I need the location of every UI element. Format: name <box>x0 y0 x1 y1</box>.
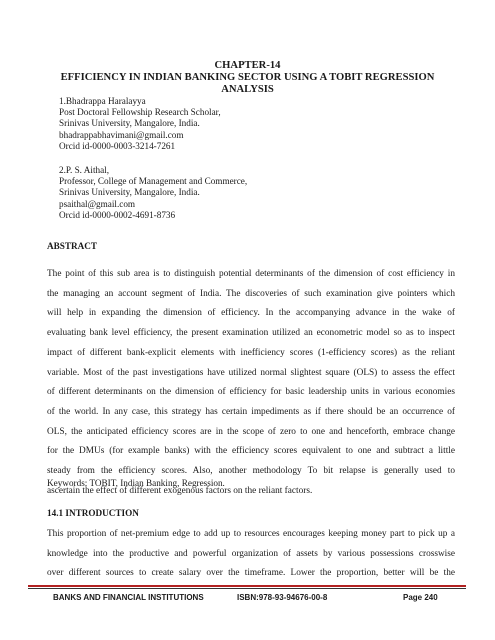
abstract-line: variable. Most of the past investigations have utilized normal slightest square (OLS) to assess the effect <box>47 367 455 378</box>
author-email: psaithal@gmail.com <box>59 198 136 209</box>
abstract-line: evaluating bank level efficiency, the present examination utilized an econometric model so as to inspect <box>47 328 455 339</box>
chapter-title-line-2: ANALYSIS <box>221 84 274 95</box>
author-block-1 <box>59 96 439 152</box>
footer-rule-dark <box>28 588 466 589</box>
author-email: bhadrappabhavimani@gmail.com <box>59 129 184 140</box>
abstract-line: the managing an account segment of India. The discoveries of such examination give pointers which <box>47 288 455 299</box>
footer-book-title: BANKS AND FINANCIAL INSTITUTIONS <box>53 593 204 602</box>
author-name: 1.Bhadrappa Haralayya <box>59 96 146 106</box>
chapter-title-line-1: EFFICIENCY IN INDIAN BANKING SECTOR USING A TOBIT REGRESSION <box>60 72 435 83</box>
author-affiliation: Srinivas University, Mangalore, India. <box>59 187 200 198</box>
author-orcid: Orcid id-0000-0003-3214-7261 <box>59 140 176 151</box>
footer-rule-red <box>28 585 466 587</box>
keywords: Keywords: TOBIT, Indian Banking, Regression. <box>47 478 225 488</box>
abstract-line: The point of this sub area is to distinguish potential determinants of the dimension of cost efficiency in <box>47 269 455 279</box>
author-affiliation: Srinivas University, Mangalore, India. <box>59 118 200 129</box>
intro-heading: 14.1 INTRODUCTION <box>47 508 139 518</box>
abstract-line: ascertain the effect of different exogenous factors on the reliant factors. <box>47 485 313 496</box>
author-role: Professor, College of Management and Commerce, <box>59 176 248 187</box>
author-block-2 <box>59 165 439 221</box>
abstract-line: steady from the efficiency scores. Also, another methodology To bit relapse is generally used to <box>47 466 455 477</box>
abstract-line: of the world. In any case, this strategy has certain impediments as if there should be an occurrence of <box>47 406 455 417</box>
chapter-label: CHAPTER-14 <box>214 60 281 71</box>
intro-line: This proportion of net-premium edge to add up to resources encourages keeping money part to pick up a <box>47 529 455 539</box>
footer-isbn: ISBN:978-93-94676-00-8 <box>237 593 328 602</box>
intro-paragraph <box>47 525 455 584</box>
abstract-line: will help in expanding the dimension of efficiency. In the accompanying advance in the wake of <box>47 308 455 319</box>
intro-line: knowledge into the productive and powerful organization of assets by various possessions crosswise <box>47 548 455 559</box>
footer-page-number: Page 240 <box>403 593 438 602</box>
intro-line: over different sources to create salary over the timeframe. Lower the proportion, better will be the <box>47 568 455 579</box>
author-orcid: Orcid id-0000-0002-4691-8736 <box>59 209 176 220</box>
abstract-line: OLS, the anticipated efficiency scores are in the scope of zero to one and henceforth, embrace change <box>47 426 455 437</box>
abstract-paragraph <box>47 265 455 501</box>
abstract-line: impact of different bank-explicit elements with inefficiency scores (1-efficiency scores) as the reliant <box>47 347 455 358</box>
author-role: Post Doctoral Fellowship Research Scholar, <box>59 107 221 118</box>
abstract-heading: ABSTRACT <box>47 241 98 251</box>
abstract-line: for the DMUs (for example banks) with the efficiency scores equivalent to one and subtract a little <box>47 446 455 457</box>
abstract-line: of different determinants on the dimension of efficiency for basic leadership units in various economies <box>47 387 455 398</box>
author-name: 2.P. S. Aithal, <box>59 165 110 175</box>
